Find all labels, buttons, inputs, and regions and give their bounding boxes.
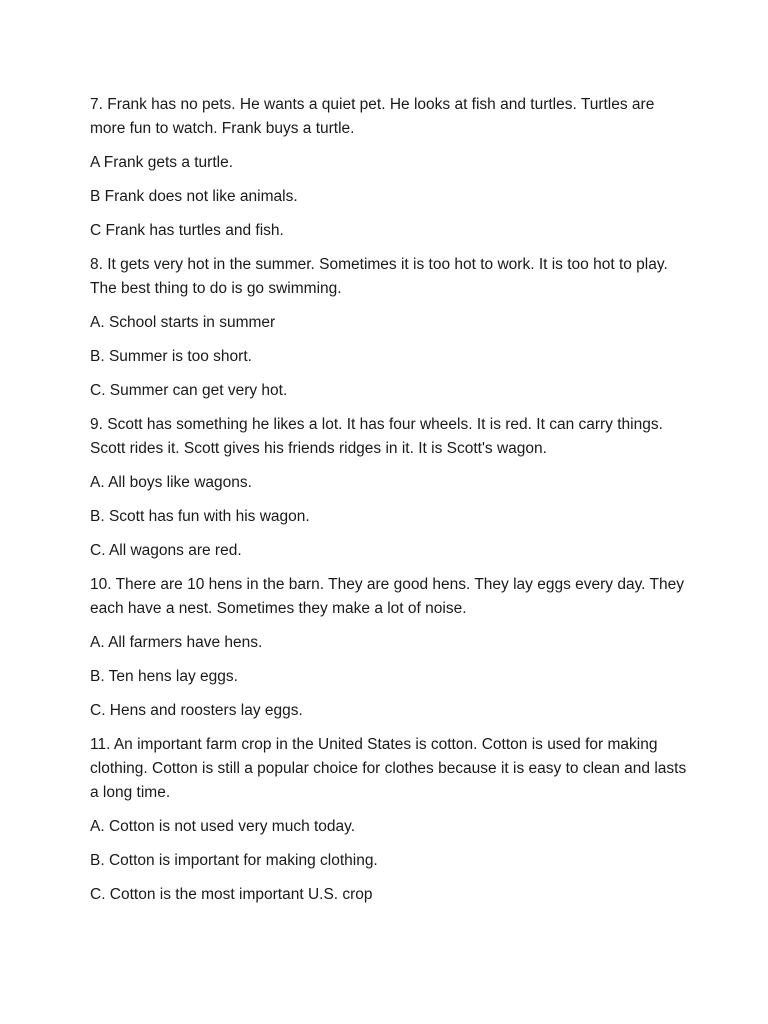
answer-option-a: A. School starts in summer <box>90 314 276 331</box>
question-stem: 9. Scott has something he likes a lot. It has four wheels. It is red. It can carry things. Scott rides it. Scott gives his friends ridges in it. It is Scott's wagon. <box>90 416 663 457</box>
answer-option-b: B. Ten hens lay eggs. <box>90 668 238 685</box>
answer-option-c: C. Hens and roosters lay eggs. <box>90 702 303 719</box>
question-stem: 8. It gets very hot in the summer. Sometimes it is too hot to work. It is too hot to play. The best thing to do is go swimming. <box>90 256 668 297</box>
answer-option-c: C. All wagons are red. <box>90 542 242 559</box>
question-8 <box>90 253 690 403</box>
question-10 <box>90 573 690 723</box>
answer-option-a: A Frank gets a turtle. <box>90 154 234 171</box>
answer-option-b: B. Cotton is important for making clothing. <box>90 852 378 869</box>
answer-option-b: B. Scott has fun with his wagon. <box>90 508 310 525</box>
question-stem: 10. There are 10 hens in the barn. They are good hens. They lay eggs every day. They each have a nest. Sometimes they make a lot of noise. <box>90 576 684 617</box>
answer-option-c: C. Summer can get very hot. <box>90 382 288 399</box>
answer-option-b: B Frank does not like animals. <box>90 188 298 205</box>
question-9 <box>90 413 690 563</box>
answer-option-b: B. Summer is too short. <box>90 348 252 365</box>
document-page <box>90 93 690 917</box>
answer-option-a: A. All farmers have hens. <box>90 634 263 651</box>
question-stem: 11. An important farm crop in the United States is cotton. Cotton is used for making clothing. Cotton is still a popular choice for clothes because it is easy to clean and lasts a long time. <box>90 736 687 801</box>
answer-option-c: C Frank has turtles and fish. <box>90 222 284 239</box>
question-11 <box>90 733 690 907</box>
answer-option-c: C. Cotton is the most important U.S. crop <box>90 886 373 903</box>
question-7 <box>90 93 690 243</box>
answer-option-a: A. Cotton is not used very much today. <box>90 818 356 835</box>
question-stem: 7. Frank has no pets. He wants a quiet pet. He looks at fish and turtles. Turtles are more fun to watch. Frank buys a turtle. <box>90 96 655 137</box>
answer-option-a: A. All boys like wagons. <box>90 474 252 491</box>
